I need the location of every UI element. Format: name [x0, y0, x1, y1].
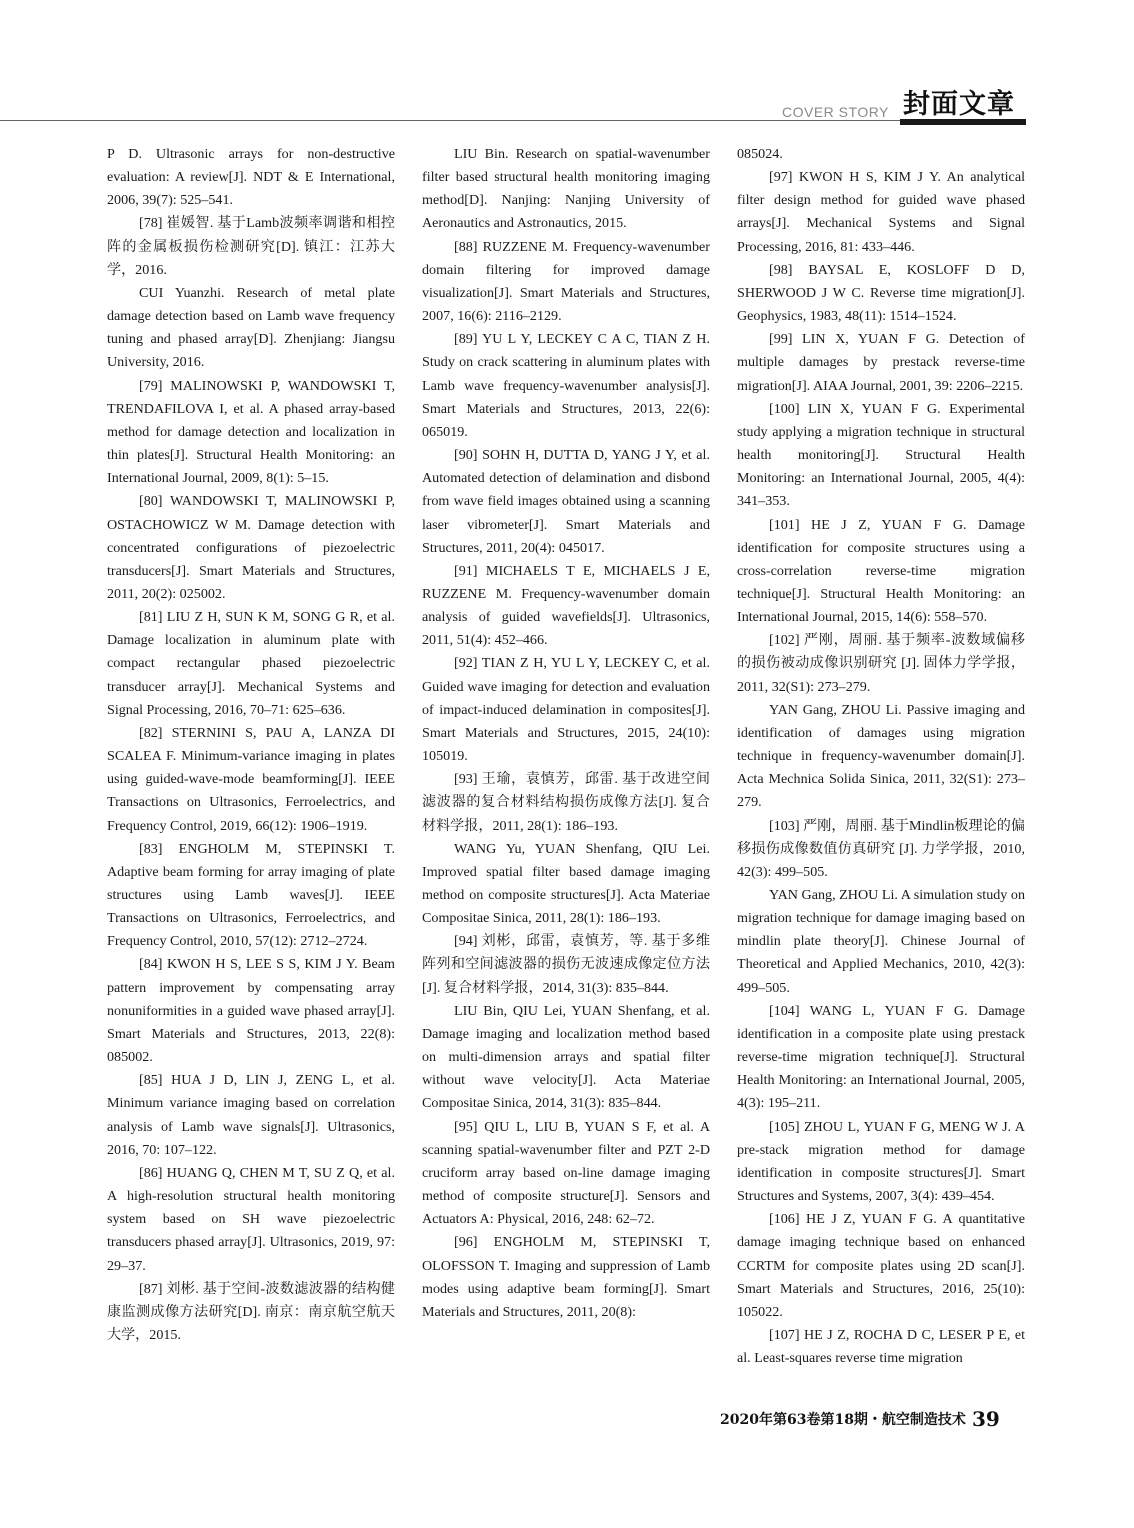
reference-entry: [105] ZHOU L, YUAN F G, MENG W J. A pre-stack migration method for damage identification in composite structures[J]. Smart Structures and Systems, 2007, 3(4): 439–454. [737, 1118, 1025, 1205]
reference-entry: YAN Gang, ZHOU Li. A simulation study on migration technique for damage imaging based on mindlin plate theory[J]. Chinese Journal of Theoretical and Applied Mechanics, 2010, 42(3): 499–505. [737, 887, 1025, 996]
journal-issue: 2020年第63卷第18期・航空制造技术 [720, 1412, 966, 1428]
reference-entry: [98] BAYSAL E, KOSLOFF D D, SHERWOOD J W C. Reverse time migration[J]. Geophysics, 1983, 48(11): 1514–1524. [737, 261, 1025, 325]
reference-entry: [97] KWON H S, KIM J Y. An analytical filter design method for guided wave phased arrays[J]. Mechanical Systems and Signal Processing, 2016, 81: 433–446. [737, 169, 1025, 255]
reference-entry: [91] MICHAELS T E, MICHAELS J E, RUZZENE M. Frequency-wavenumber domain analysis of guided wavefields[J]. Ultrasonics, 2011, 51(4): 452–466. [422, 562, 710, 649]
reference-entry: P D. Ultrasonic arrays for non-destructive evaluation: A review[J]. NDT & E International, 2006, 39(7): 525–541. [107, 146, 395, 209]
reference-entry: [86] HUANG Q, CHEN M T, SU Z Q, et al. A high-resolution structural health monitoring system based on SH wave piezoelectric transducers phased array[J]. Ultrasonics, 2019, 97: 29–37. [107, 1164, 395, 1274]
reference-entry: [103] 严刚，周丽. 基于Mindlin板理论的偏移损伤成像数值仿真研究 [J]. 力学学报，2010, 42(3): 499–505. [737, 817, 1025, 880]
reference-entry: [81] LIU Z H, SUN K M, SONG G R, et al. Damage localization in aluminum plate with compact rectangular phased piezoelectric transducer array[J]. Mechanical Systems and Signal Processing, 2016, 70–71: 625–636. [107, 609, 395, 718]
reference-entry: 085024. [737, 146, 783, 162]
reference-entry: [95] QIU L, LIU B, YUAN S F, et al. A scanning spatial-wavenumber filter and PZT 2-D cruciform array based on-line damage imaging method of composite structure[J]. Sensors and Actuators A: Physical, 2016, 248: 62–72. [422, 1118, 710, 1228]
reference-entry: [93] 王瑜，袁慎芳，邱雷. 基于改进空间滤波器的复合材料结构损伤成像方法[J]. 复合材料学报，2011, 28(1): 186–193. [422, 771, 710, 834]
section-label-cn: 封面文章 [903, 89, 1015, 120]
reference-entry: LIU Bin. Research on spatial-wavenumber filter based structural health monitoring imaging method[D]. Nanjing: Nanjing University of Aeronautics and Astronautics, 2015. [422, 146, 710, 232]
reference-entry: [82] STERNINI S, PAU A, LANZA DI SCALEA F. Minimum-variance imaging in plates using guided-wave-mode beamforming[J]. IEEE Transactions on Ultrasonics, Ferroelectrics, and Frequency Control, 2019, 66(12): 1906–1919. [107, 724, 395, 834]
reference-entry: CUI Yuanzhi. Research of metal plate damage detection based on Lamb wave frequency tuning and phased array[D]. Zhenjiang: Jiangsu University, 2016. [107, 284, 395, 371]
reference-column-2 [422, 143, 710, 1324]
reference-entry: [94] 刘彬，邱雷，袁慎芳，等. 基于多维阵列和空间滤波器的损伤无波速成像定位方法[J]. 复合材料学报，2014, 31(3): 835–844. [422, 933, 710, 996]
reference-entry: [99] LIN X, YUAN F G. Detection of multiple damages by prestack reverse-time migration[J]. AIAA Journal, 2001, 39: 2206–2215. [737, 331, 1025, 394]
reference-entry: LIU Bin, QIU Lei, YUAN Shenfang, et al. Damage imaging and localization method based on multi-dimension arrays and spatial filter without wave velocity[J]. Acta Materiae Compositae Sinica, 2014, 31(3): 835–844. [422, 1002, 710, 1112]
reference-column-1 [107, 143, 395, 1347]
reference-entry: [90] SOHN H, DUTTA D, YANG J Y, et al. Automated detection of delamination and disbond from wave field images obtained using a scanning laser vibrometer[J]. Smart Materials and Structures, 2011, 20(4): 045017. [422, 447, 710, 556]
reference-entry: [79] MALINOWSKI P, WANDOWSKI T, TRENDAFILOVA I, et al. A phased array-based method for damage detection and localization in thin plates[J]. Structural Health Monitoring: an International Journal, 2009, 8(1): 5–15. [107, 377, 395, 487]
reference-entry: [83] ENGHOLM M, STEPINSKI T. Adaptive beam forming for array imaging of plate structures using Lamb waves[J]. IEEE Transactions on Ultrasonics, Ferroelectrics, and Frequency Control, 2010, 57(12): 2712–2724. [107, 840, 395, 950]
reference-column-3 [737, 143, 1025, 1370]
reference-entry: WANG Yu, YUAN Shenfang, QIU Lei. Improved spatial filter based damage imaging method on composite structures[J]. Acta Materiae Compositae Sinica, 2011, 28(1): 186–193. [422, 840, 710, 927]
reference-entry: [100] LIN X, YUAN F G. Experimental study applying a migration technique in structural health monitoring[J]. Structural Health Monitoring: an International Journal, 2005, 4(4): 341–353. [737, 400, 1025, 510]
reference-entry: [85] HUA J D, LIN J, ZENG L, et al. Minimum variance imaging based on correlation analysis of Lamb wave signals[J]. Ultrasonics, 2016, 70: 107–122. [107, 1072, 395, 1158]
reference-entry: [102] 严刚，周丽. 基于频率-波数域偏移的损伤被动成像识别研究 [J]. 固体力学学报，2011, 32(S1): 273–279. [737, 632, 1025, 695]
reference-entry: YAN Gang, ZHOU Li. Passive imaging and identification of damages using migration technique in frequency-wavenumber domain[J]. Acta Mechnica Solida Sinica, 2011, 32(S1): 273–279. [737, 701, 1025, 811]
reference-entry: [104] WANG L, YUAN F G. Damage identification in a composite plate using prestack reverse-time migration technique[J]. Structural Health Monitoring: an International Journal, 2005, 4(3): 195–211. [737, 1002, 1025, 1112]
reference-entry: [96] ENGHOLM M, STEPINSKI T, OLOFSSON T. Imaging and suppression of Lamb modes using adaptive beam forming[J]. Smart Materials and Structures, 2011, 20(8): [422, 1234, 710, 1320]
reference-entry: [101] HE J Z, YUAN F G. Damage identification for composite structures using a cross-correlation reverse-time migration technique[J]. Structural Health Monitoring: an International Journal, 2015, 14(6): 558–570. [737, 516, 1025, 626]
reference-entry: [92] TIAN Z H, YU L Y, LECKEY C, et al. Guided wave imaging for detection and evaluation of impact-induced delamination in composites[J]. Smart Materials and Structures, 2015, 24(10): 105019. [422, 655, 710, 765]
reference-entry: [80] WANDOWSKI T, MALINOWSKI P, OSTACHOWICZ W M. Damage detection with concentrated configurations of piezoelectric transducers[J]. Smart Materials and Structures, 2011, 20(2): 025002. [107, 493, 395, 602]
reference-entry: [89] YU L Y, LECKEY C A C, TIAN Z H. Study on crack scattering in aluminum plates with Lamb wave frequency-wavenumber analysis[J]. Smart Materials and Structures, 2013, 22(6): 065019. [422, 331, 710, 440]
header-rule [0, 120, 1026, 121]
section-label-en: COVER STORY [782, 104, 889, 120]
reference-entry: [78] 崔媛智. 基于Lamb波频率调谐和相控阵的金属板损伤检测研究[D]. 镇江：江苏大学，2016. [107, 215, 395, 278]
page-footer [720, 1407, 1000, 1431]
reference-entry: [107] HE J Z, ROCHA D C, LESER P E, et al. Least-squares reverse time migration [737, 1326, 1025, 1367]
reference-entry: [87] 刘彬. 基于空间-波数滤波器的结构健康监测成像方法研究[D]. 南京：南京航空航天大学，2015. [107, 1280, 395, 1343]
reference-entry: [84] KWON H S, LEE S S, KIM J Y. Beam pattern improvement by compensating array nonuniformities in a guided wave phased array[J]. Smart Materials and Structures, 2013, 22(8): 085002. [107, 956, 395, 1066]
reference-entry: [106] HE J Z, YUAN F G. A quantitative damage imaging technique based on enhanced CCRTM for composite plates using 2D scan[J]. Smart Materials and Structures, 2016, 25(10): 105022. [737, 1211, 1025, 1320]
reference-entry: [88] RUZZENE M. Frequency-wavenumber domain filtering for improved damage visualization[J]. Smart Materials and Structures, 2007, 16(6): 2116–2129. [422, 238, 710, 325]
page-number: 39 [971, 1407, 1000, 1431]
